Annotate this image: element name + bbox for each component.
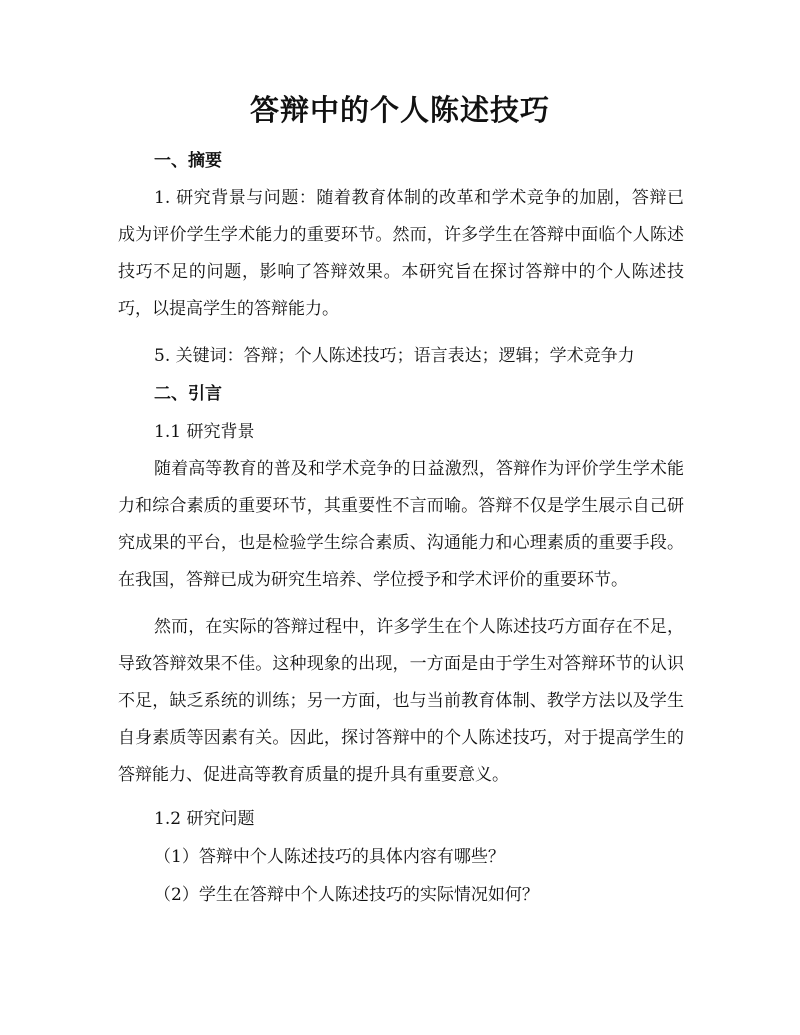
document-body — [118, 142, 684, 914]
background-paragraph-1: 随着高等教育的普及和学术竞争的日益激烈，答辩作为评价学生学术能力和综合素质的重要环节，其重要性不言而喻。答辩不仅是学生展示自己研究成果的平台，也是检验学生综合素质、沟通能力和心理素质的重要手段。在我国，答辩已成为研究生培养、学位授予和学术评价的重要环节。 — [118, 459, 684, 590]
subsection-heading-questions: 1.2 研究问题 — [154, 809, 255, 829]
background-paragraph-2: 然而，在实际的答辩过程中，许多学生在个人陈述技巧方面存在不足，导致答辩效果不佳。这种现象的出现，一方面是由于学生对答辩环节的认识不足，缺乏系统的训练；另一方面，也与当前教育体制、教学方法以及学生自身素质等因素有关。因此，探讨答辩中的个人陈述技巧，对于提高学生的答辩能力、促进高等教育质量的提升具有重要意义。 — [118, 617, 684, 785]
document-title: 答辩中的个人陈述技巧 — [249, 93, 550, 127]
subsection-heading-background: 1.1 研究背景 — [154, 422, 255, 442]
abstract-paragraph: 1. 研究背景与问题：随着教育体制的改革和学术竞争的加剧，答辩已成为评价学生学术能力的重要环节。然而，许多学生在答辩中面临个人陈述技巧不足的问题，影响了答辩效果。本研究旨在探讨答辩中的个人陈述技巧，以提高学生的答辩能力。 — [118, 188, 684, 319]
keywords-paragraph: 5. 关键词：答辩；个人陈述技巧；语言表达；逻辑；学术竞争力 — [154, 346, 635, 366]
section-heading-introduction: 二、引言 — [154, 384, 222, 404]
research-question-2: （2）学生在答辩中个人陈述技巧的实际情况如何？ — [154, 885, 539, 905]
research-question-1: （1）答辩中个人陈述技巧的具体内容有哪些？ — [154, 847, 505, 867]
section-heading-abstract: 一、摘要 — [154, 151, 222, 171]
